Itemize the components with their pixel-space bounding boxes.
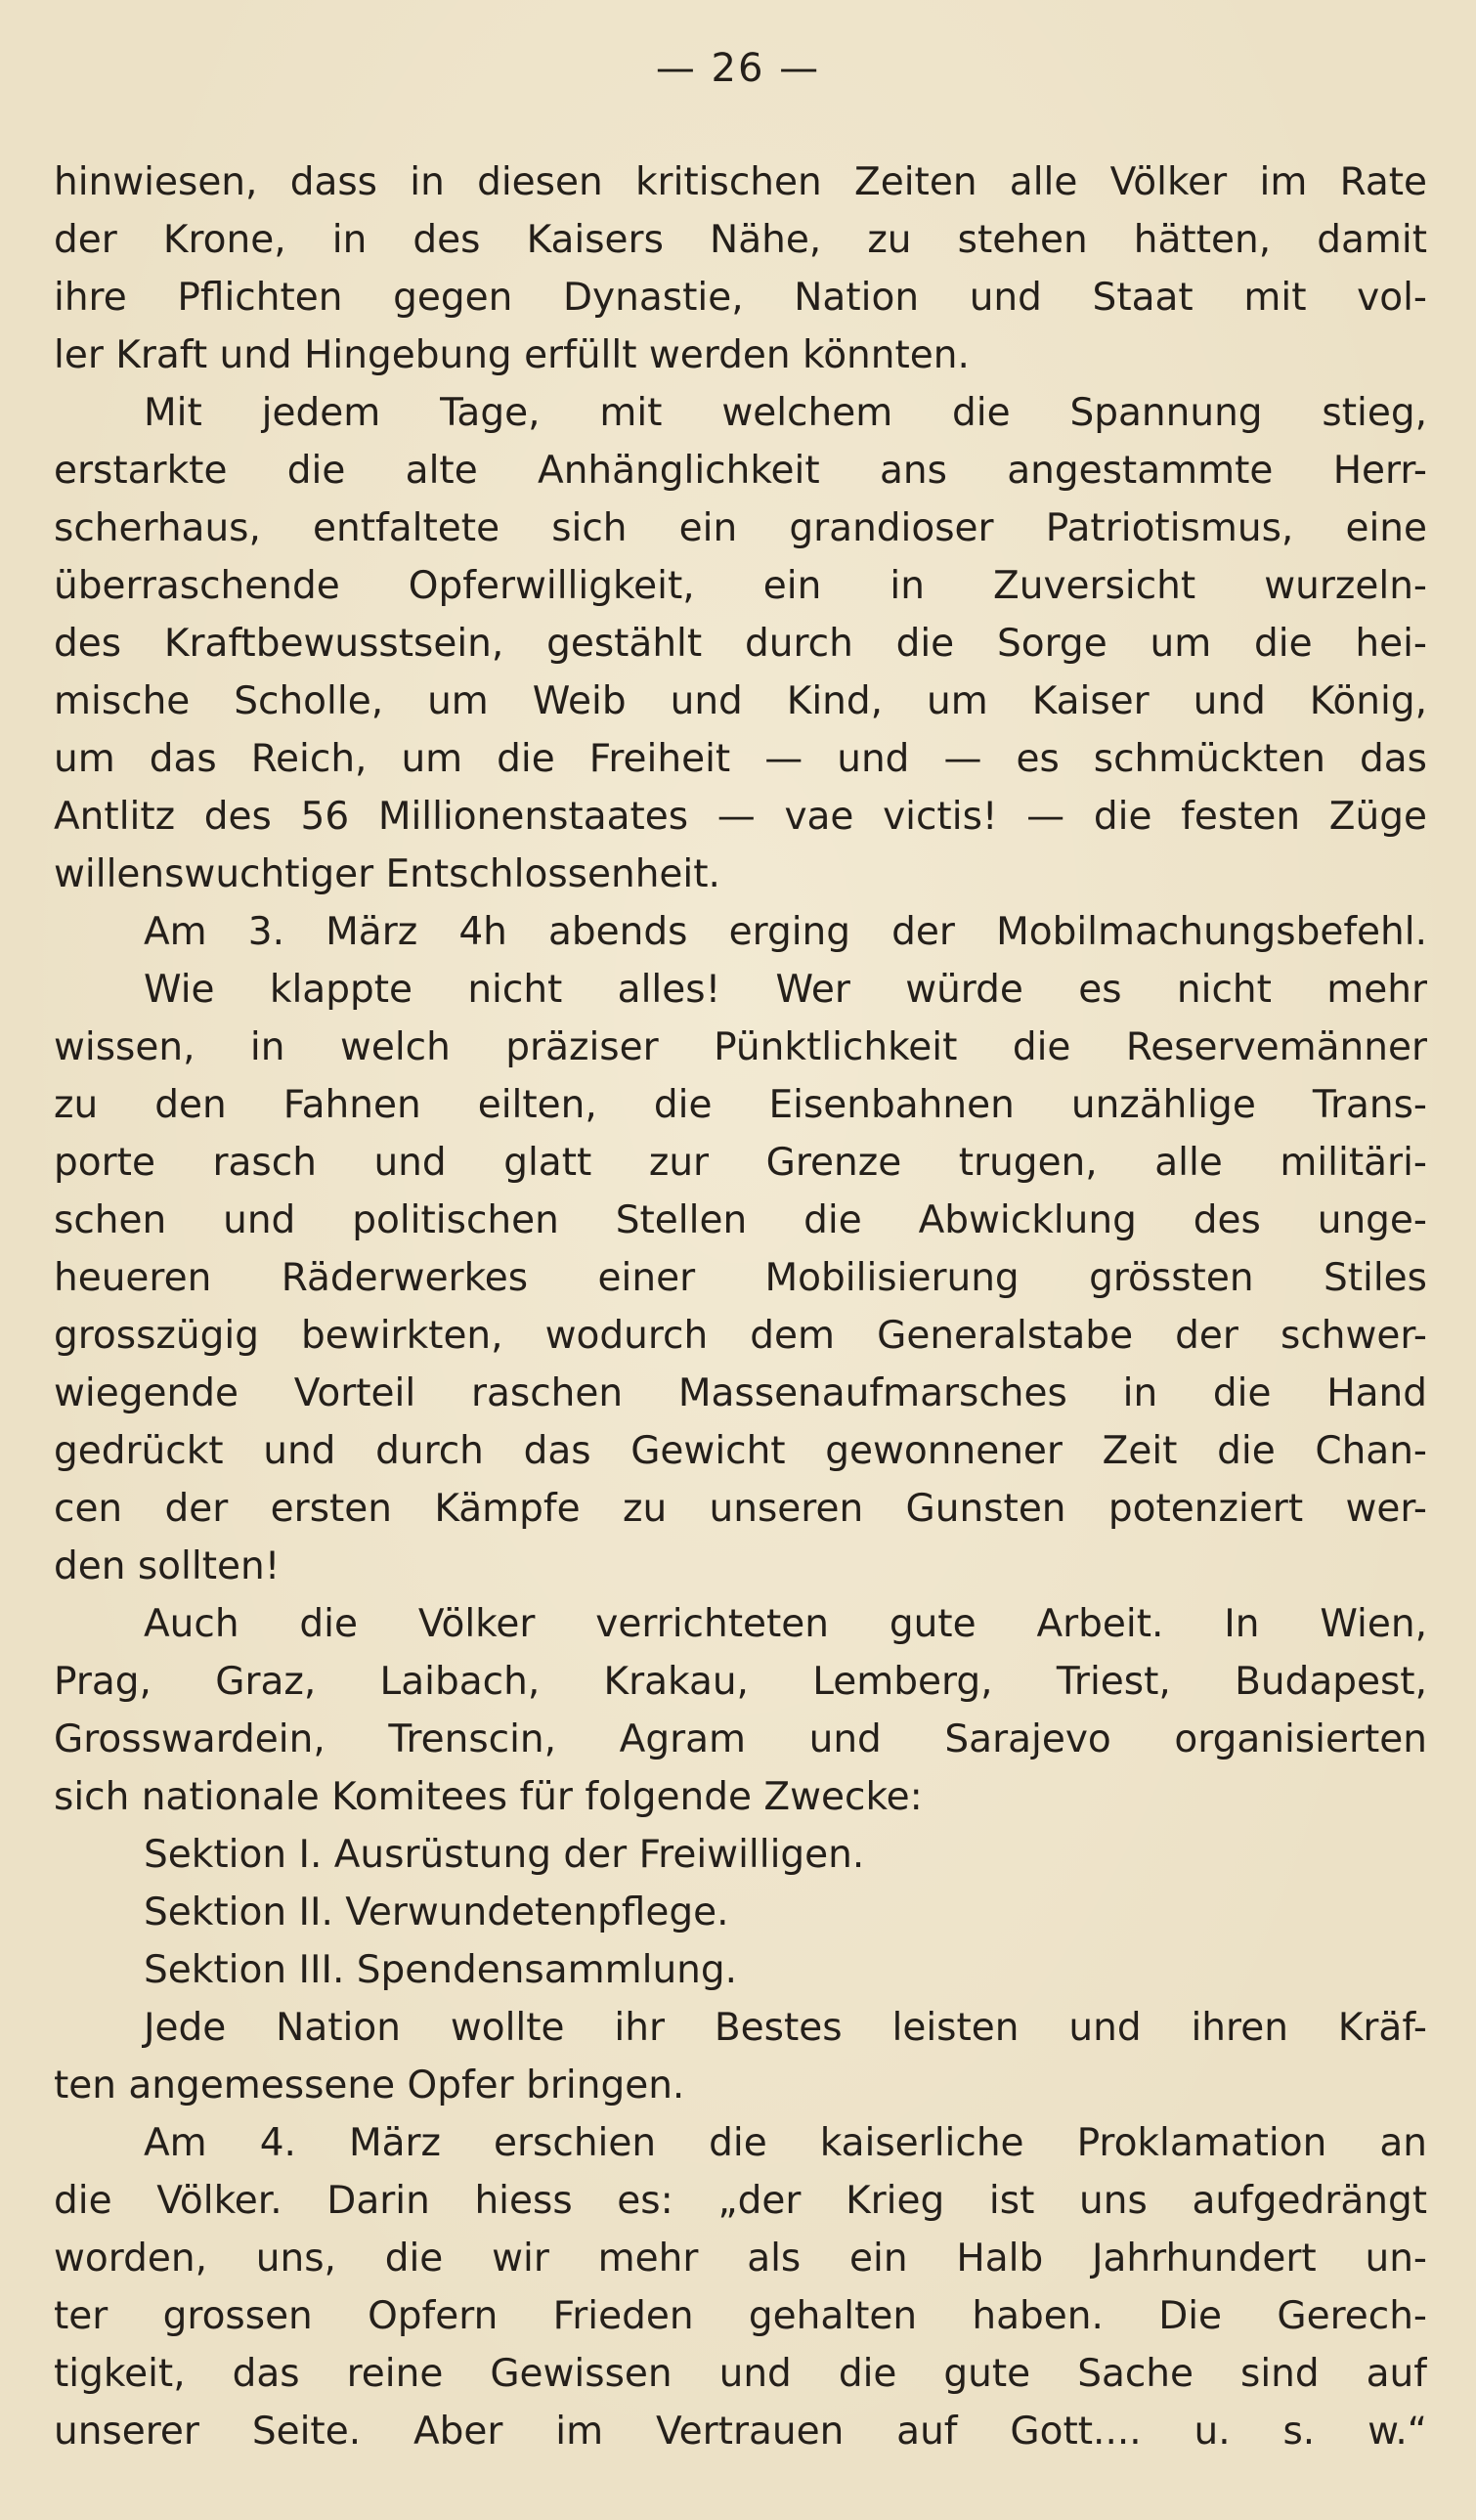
text-line: Prag, Graz, Laibach, Krakau, Lemberg, Triest, Budapest, xyxy=(54,1660,1427,1704)
text-line: Antlitz des 56 Millionenstaates — vae victis! — die festen Züge xyxy=(54,795,1427,839)
text-line: Mit jedem Tage, mit welchem die Spannung stieg, xyxy=(144,391,1427,435)
text-line: grosszügig bewirkten, wodurch dem Generalstabe der schwer- xyxy=(54,1314,1427,1358)
text-line: die Völker. Darin hiess es: „der Krieg ist uns aufgedrängt xyxy=(54,2179,1427,2223)
text-line: Wie klappte nicht alles! Wer würde es nicht mehr xyxy=(144,968,1427,1012)
text-line: überraschende Opferwilligkeit, ein in Zuversicht wurzeln- xyxy=(54,564,1427,608)
text-line: Am 4. März erschien die kaiserliche Proklamation an xyxy=(144,2121,1427,2165)
text-line: des Kraftbewusstsein, gestählt durch die Sorge um die hei- xyxy=(54,622,1427,666)
text-line: ihre Pflichten gegen Dynastie, Nation und Staat mit vol- xyxy=(54,276,1427,320)
text-line: cen der ersten Kämpfe zu unseren Gunsten potenziert wer- xyxy=(54,1487,1427,1531)
text-line: hinwiesen, dass in diesen kritischen Zeiten alle Völker im Rate xyxy=(54,160,1427,204)
text-line: heueren Räderwerkes einer Mobilisierung grössten Stiles xyxy=(54,1256,1427,1300)
text-line: wissen, in welch präziser Pünktlichkeit die Reservemänner xyxy=(54,1025,1427,1069)
text-line: zu den Fahnen eilten, die Eisenbahnen unzählige Trans- xyxy=(54,1083,1427,1127)
text-line: erstarkte die alte Anhänglichkeit ans angestammte Herr- xyxy=(54,449,1427,493)
text-line: ter grossen Opfern Frieden gehalten haben. Die Gerech- xyxy=(54,2294,1427,2338)
text-line: ler Kraft und Hingebung erfüllt werden könnten. xyxy=(54,333,970,377)
text-line: tigkeit, das reine Gewissen und die gute Sache sind auf xyxy=(54,2352,1427,2396)
body-text xyxy=(54,153,1427,2460)
text-line: Auch die Völker verrichteten gute Arbeit. In Wien, xyxy=(144,1602,1427,1646)
text-line: schen und politischen Stellen die Abwicklung des unge- xyxy=(54,1198,1427,1242)
text-line: worden, uns, die wir mehr als ein Halb Jahrhundert un- xyxy=(54,2237,1427,2281)
text-line: Sektion II. Verwundetenpflege. xyxy=(144,1890,729,1934)
text-line: scherhaus, entfaltete sich ein grandioser Patriotismus, eine xyxy=(54,506,1427,550)
text-line: mische Scholle, um Weib und Kind, um Kaiser und König, xyxy=(54,679,1427,723)
text-line: wiegende Vorteil raschen Massenaufmarsches in die Hand xyxy=(54,1371,1427,1415)
text-line: ten angemessene Opfer bringen. xyxy=(54,2064,685,2107)
text-line: Grosswardein, Trenscin, Agram und Sarajevo organisierten xyxy=(54,1717,1427,1761)
text-line: porte rasch und glatt zur Grenze trugen, alle militäri- xyxy=(54,1141,1427,1185)
text-line: um das Reich, um die Freiheit — und — es schmückten das xyxy=(54,737,1427,781)
text-line: der Krone, in des Kaisers Nähe, zu stehen hätten, damit xyxy=(54,218,1427,262)
text-line: sich nationale Komitees für folgende Zwecke: xyxy=(54,1775,923,1819)
text-line: Am 3. März 4h abends erging der Mobilmachungsbefehl. xyxy=(144,910,1427,954)
text-line: Jede Nation wollte ihr Bestes leisten und ihren Kräf- xyxy=(144,2006,1427,2050)
text-line: willenswuchtiger Entschlossenheit. xyxy=(54,852,720,896)
text-line: gedrückt und durch das Gewicht gewonnener Zeit die Chan- xyxy=(54,1429,1427,1473)
page-number: — 26 — xyxy=(655,46,821,91)
text-line: unserer Seite. Aber im Vertrauen auf Gott.... u. s. w.“ xyxy=(54,2410,1427,2454)
text-line: Sektion I. Ausrüstung der Freiwilligen. xyxy=(144,1833,865,1877)
text-line: Sektion III. Spendensammlung. xyxy=(144,1948,738,1992)
text-line: den sollten! xyxy=(54,1544,281,1588)
